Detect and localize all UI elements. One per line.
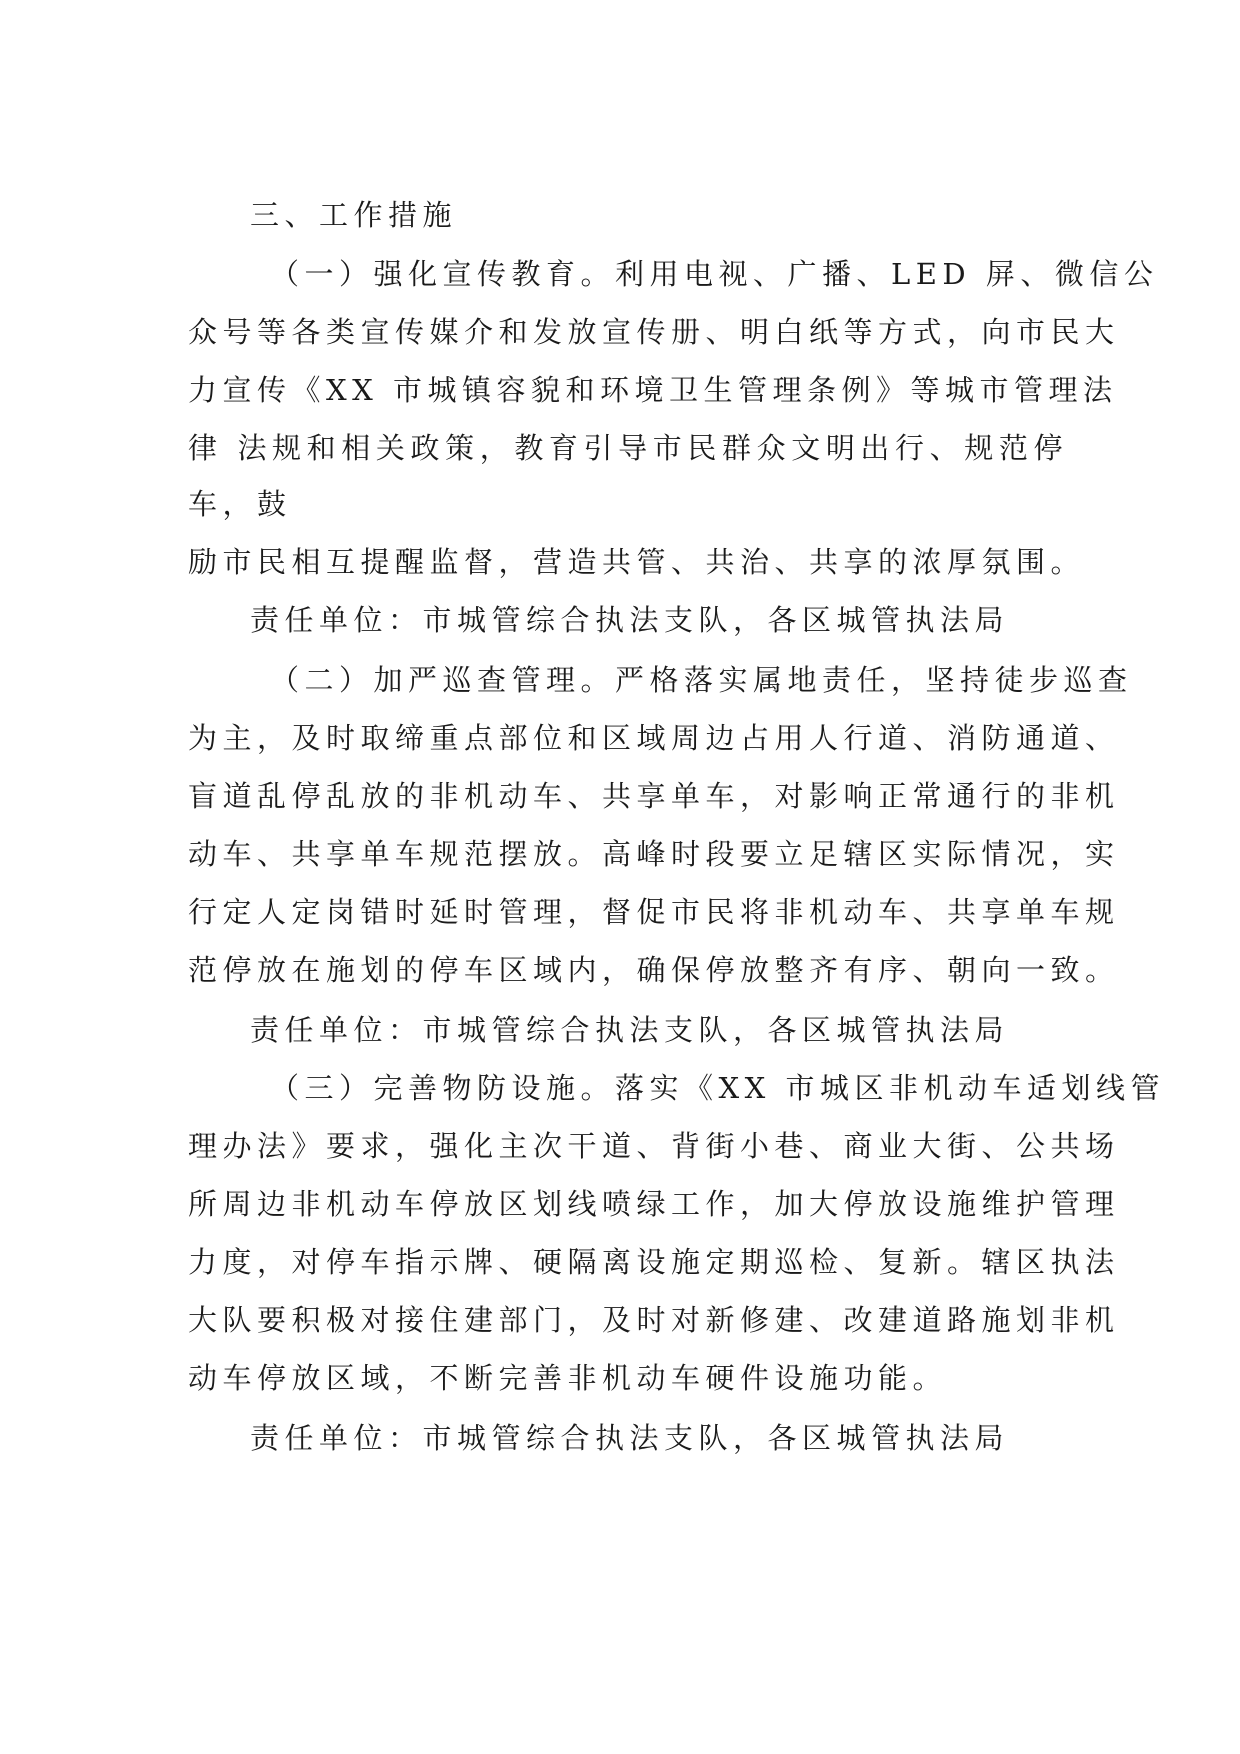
paragraph-line: 大队要积极对接住建部门，及时对新修建、改建道路施划非机 bbox=[188, 1303, 1120, 1337]
paragraph-line: 力度，对停车指示牌、硬隔离设施定期巡检、复新。辖区执法 bbox=[188, 1245, 1120, 1279]
paragraph-line: 车，鼓 bbox=[188, 487, 292, 521]
paragraph-line: 理办法》要求，强化主次干道、背街小巷、商业大街、公共场 bbox=[188, 1129, 1120, 1163]
paragraph-line: 动车、共享单车规范摆放。高峰时段要立足辖区实际情况，实 bbox=[188, 837, 1120, 871]
paragraph-line: 力宣传《XX 市城镇容貌和环境卫生管理条例》等城市管理法 bbox=[188, 373, 1118, 407]
section-heading: 三、工作措施 bbox=[250, 198, 458, 232]
paragraph-line: 动车停放区域，不断完善非机动车硬件设施功能。 bbox=[188, 1361, 948, 1395]
paragraph-line: （一）强化宣传教育。利用电视、广播、LED 屏、微信公 bbox=[270, 257, 1159, 291]
responsible-unit: 责任单位：市城管综合执法支队，各区城管执法局 bbox=[250, 603, 1010, 637]
paragraph-line: （二）加严巡查管理。严格落实属地责任，坚持徒步巡查 bbox=[270, 663, 1133, 697]
paragraph-line: 所周边非机动车停放区划线喷绿工作，加大停放设施维护管理 bbox=[188, 1187, 1120, 1221]
paragraph-line: 盲道乱停乱放的非机动车、共享单车，对影响正常通行的非机 bbox=[188, 779, 1120, 813]
responsible-unit: 责任单位：市城管综合执法支队，各区城管执法局 bbox=[250, 1421, 1010, 1455]
paragraph-line: 励市民相互提醒监督，营造共管、共治、共享的浓厚氛围。 bbox=[188, 545, 1086, 579]
paragraph-line: 为主，及时取缔重点部位和区域周边占用人行道、消防通道、 bbox=[188, 721, 1120, 755]
responsible-unit: 责任单位：市城管综合执法支队，各区城管执法局 bbox=[250, 1013, 1010, 1047]
paragraph-line: 范停放在施划的停车区域内，确保停放整齐有序、朝向一致。 bbox=[188, 953, 1120, 987]
paragraph-line: 众号等各类宣传媒介和发放宣传册、明白纸等方式，向市民大 bbox=[188, 315, 1120, 349]
paragraph-line: 律 法规和相关政策，教育引导市民群众文明出行、规范停 bbox=[188, 431, 1068, 465]
paragraph-line: 行定人定岗错时延时管理，督促市民将非机动车、共享单车规 bbox=[188, 895, 1120, 929]
paragraph-line: （三）完善物防设施。落实《XX 市城区非机动车适划线管 bbox=[270, 1071, 1166, 1105]
